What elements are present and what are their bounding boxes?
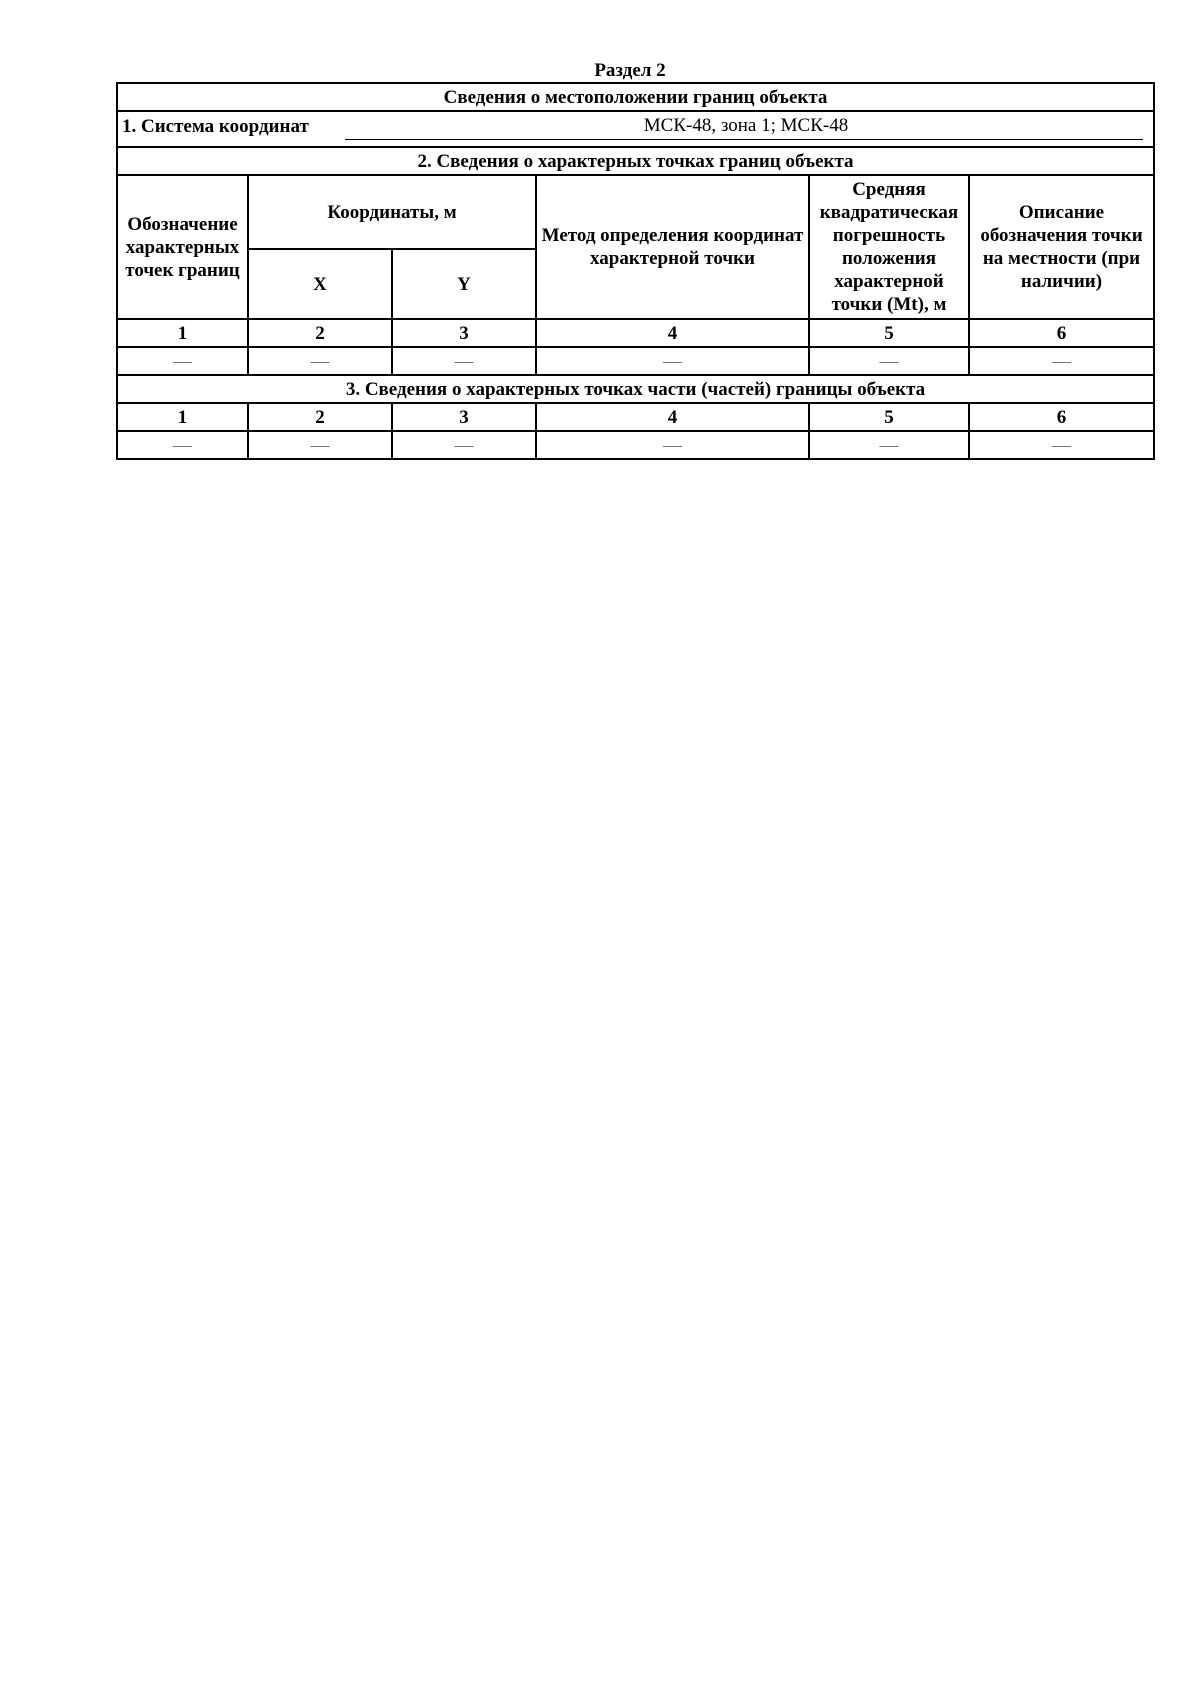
header-x: X	[248, 249, 392, 319]
coord-system-label: 1. Система координат	[122, 116, 309, 137]
table-title-row	[117, 83, 1154, 111]
table-cell: —	[248, 347, 392, 375]
table-cell: —	[969, 431, 1154, 459]
table-cell: —	[392, 347, 536, 375]
coord-system-row	[117, 111, 1154, 147]
table-row	[117, 347, 1154, 375]
header-description: Описание обозначения точки на местности (при наличии)	[969, 175, 1154, 319]
column-number: 5	[809, 319, 969, 347]
column-number: 3	[392, 403, 536, 431]
table-row	[117, 431, 1154, 459]
table-cell: —	[809, 347, 969, 375]
column-number: 2	[248, 319, 392, 347]
section2-column-numbers	[117, 319, 1154, 347]
header-method: Метод определения координат характерной точки	[536, 175, 809, 319]
column-number: 4	[536, 319, 809, 347]
section3-title: 3. Сведения о характерных точках части (частей) границы объекта	[117, 375, 1154, 403]
table-cell: —	[248, 431, 392, 459]
table-cell: —	[536, 347, 809, 375]
column-number: 4	[536, 403, 809, 431]
table-cell: —	[117, 431, 248, 459]
header-point-designation: Обозначение характерных точек границ	[117, 175, 248, 319]
coord-system-cell	[117, 111, 1154, 147]
column-number: 1	[117, 403, 248, 431]
section-title: Раздел 2	[594, 60, 666, 81]
section2-title: 2. Сведения о характерных точках границ объекта	[117, 147, 1154, 175]
section3-column-numbers	[117, 403, 1154, 431]
table-title: Сведения о местоположении границ объекта	[117, 83, 1154, 111]
table-cell: —	[392, 431, 536, 459]
section3-title-row	[117, 375, 1154, 403]
column-number: 2	[248, 403, 392, 431]
table-cell: —	[809, 431, 969, 459]
table-cell: —	[117, 347, 248, 375]
section2-header-row	[117, 175, 1154, 249]
boundary-location-table	[116, 82, 1155, 460]
table-cell: —	[969, 347, 1154, 375]
table-cell: —	[536, 431, 809, 459]
header-mean-square-error: Средняя квадратическая погрешность положения характерной точки (Mt), м	[809, 175, 969, 319]
column-number: 6	[969, 403, 1154, 431]
column-number: 3	[392, 319, 536, 347]
section2-title-row	[117, 147, 1154, 175]
column-number: 1	[117, 319, 248, 347]
coord-system-value: МСК-48, зона 1; МСК-48	[345, 115, 1143, 140]
header-y: Y	[392, 249, 536, 319]
header-coordinates: Координаты, м	[248, 175, 536, 249]
column-number: 5	[809, 403, 969, 431]
column-number: 6	[969, 319, 1154, 347]
